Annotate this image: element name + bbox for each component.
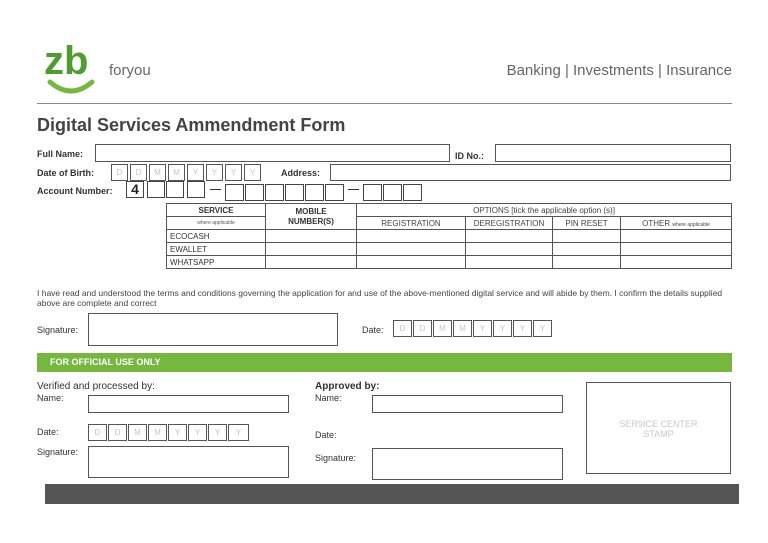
date-cell[interactable]: Y (533, 320, 552, 337)
mobile-cell[interactable] (266, 243, 357, 256)
stamp-line1: SER9ICE CENTER (619, 419, 698, 429)
date-cell[interactable]: M (433, 320, 452, 337)
options-header: OPTIONS [tick the applicable option (s)] (357, 204, 732, 217)
date-cell[interactable]: Y (493, 320, 512, 337)
account-digit[interactable] (225, 184, 244, 201)
services-tagline: Banking | Investments | Insurance (506, 62, 732, 79)
account-dash (348, 189, 359, 190)
option-other (621, 217, 732, 230)
tick-cell[interactable] (621, 256, 732, 269)
verified-date-cell[interactable]: D (108, 424, 127, 441)
logo-tagline: foryou (109, 62, 151, 79)
table-row (167, 230, 732, 243)
approved-signature-field[interactable] (372, 448, 563, 480)
account-digit[interactable] (325, 184, 344, 201)
date-cell[interactable]: D (393, 320, 412, 337)
tick-cell[interactable] (357, 243, 466, 256)
dob-cell[interactable]: Y (206, 164, 223, 181)
address-label: Address: (281, 168, 321, 178)
tick-cell[interactable] (553, 256, 621, 269)
mobile-header-line1: MOBILE (295, 206, 327, 216)
approved-signature-label: Signature: (315, 453, 357, 463)
service-header: SERVICE (167, 204, 266, 217)
dob-cell[interactable]: D (111, 164, 128, 181)
account-digit[interactable] (187, 181, 205, 198)
date-cell[interactable]: D (413, 320, 432, 337)
dob-cell[interactable]: M (149, 164, 166, 181)
verified-date-cell[interactable]: Y (208, 424, 227, 441)
table-row (167, 243, 732, 256)
full-name-field[interactable] (95, 144, 450, 162)
signature-field[interactable] (88, 313, 338, 346)
verified-date-cell[interactable]: Y (188, 424, 207, 441)
account-digit[interactable] (265, 184, 284, 201)
service-name: EWALLET (167, 243, 266, 256)
header-divider (37, 103, 732, 104)
dob-cell[interactable]: D (130, 164, 147, 181)
mobile-cell[interactable] (266, 230, 357, 243)
account-label: Account Number: (37, 186, 113, 196)
account-digit[interactable] (147, 181, 165, 198)
verified-date-cell[interactable]: M (128, 424, 147, 441)
option-other-sub: where applicable (672, 221, 710, 228)
verified-date-cell[interactable]: D (88, 424, 107, 441)
verified-date-cell[interactable]: Y (228, 424, 249, 441)
date-label: Date: (362, 325, 384, 335)
dob-label: Date of Birth: (37, 168, 94, 178)
id-field[interactable] (495, 144, 731, 162)
verified-name-field[interactable] (88, 395, 289, 413)
declaration-text: I have read and understood the terms and conditions governing the application for and use of the above-mentioned digital service and will abide by them. I confirm the details supplied above are complete and correct (37, 288, 723, 308)
footer-bar (45, 484, 739, 504)
account-digit[interactable] (285, 184, 304, 201)
tick-cell[interactable] (466, 256, 553, 269)
date-cell[interactable]: M (453, 320, 472, 337)
account-digit[interactable] (166, 181, 184, 198)
service-center-stamp (586, 382, 731, 474)
account-digit[interactable] (363, 184, 382, 201)
option-other-label: OTHER (642, 218, 671, 228)
tick-cell[interactable] (621, 243, 732, 256)
verified-signature-field[interactable] (88, 446, 289, 478)
option-registration: REGISTRATION (357, 217, 466, 230)
logo (44, 38, 100, 96)
tick-cell[interactable] (357, 230, 466, 243)
approved-name-field[interactable] (372, 395, 563, 413)
id-label: ID No.: (455, 151, 484, 161)
account-digit[interactable] (305, 184, 324, 201)
dob-cell[interactable]: Y (244, 164, 261, 181)
verified-heading: Verified and processed by: (37, 381, 155, 392)
table-row (167, 256, 732, 269)
account-digit[interactable] (383, 184, 402, 201)
dob-cell[interactable]: M (168, 164, 185, 181)
full-name-label: Full Name: (37, 149, 84, 159)
approved-heading: Approved by: (315, 381, 380, 392)
verified-date-label: Date: (37, 427, 59, 437)
stamp-line2: STAMP (643, 429, 674, 439)
mobile-header-line2: NUMBER(S) (288, 216, 334, 226)
official-use-banner: FOR OFFICIAL USE ONLY (37, 353, 732, 372)
date-cell[interactable]: Y (473, 320, 492, 337)
form-title: Digital Services Ammendment Form (37, 115, 346, 135)
verified-name-label: Name: (37, 393, 64, 403)
mobile-header (266, 204, 357, 230)
service-subheader: where applicable (167, 217, 266, 230)
account-prefix-cell: 4 (126, 181, 144, 198)
verified-signature-label: Signature: (37, 447, 79, 457)
svg-text:zb: zb (44, 39, 89, 83)
zb-logo-icon (44, 38, 100, 96)
tick-cell[interactable] (553, 243, 621, 256)
account-digit[interactable] (245, 184, 264, 201)
tick-cell[interactable] (466, 230, 553, 243)
account-digit[interactable] (403, 184, 422, 201)
dob-cell[interactable]: Y (225, 164, 242, 181)
option-deregistration: DEREGISTRATION (466, 217, 553, 230)
tick-cell[interactable] (621, 230, 732, 243)
services-table (166, 203, 732, 269)
service-name: ECOCASH (167, 230, 266, 243)
address-field[interactable] (330, 164, 731, 181)
approved-date-label: Date: (315, 430, 337, 440)
option-pin-reset: PIN RESET (553, 217, 621, 230)
verified-date-cell[interactable]: M (148, 424, 167, 441)
signature-label: Signature: (37, 325, 79, 335)
date-cell[interactable]: Y (513, 320, 532, 337)
approved-name-label: Name: (315, 393, 342, 403)
tick-cell[interactable] (357, 256, 466, 269)
service-name: WHATSAPP (167, 256, 266, 269)
dob-cell[interactable]: Y (187, 164, 204, 181)
tick-cell[interactable] (466, 243, 553, 256)
mobile-cell[interactable] (266, 256, 357, 269)
tick-cell[interactable] (553, 230, 621, 243)
account-dash (210, 189, 221, 190)
verified-date-cell[interactable]: Y (168, 424, 187, 441)
